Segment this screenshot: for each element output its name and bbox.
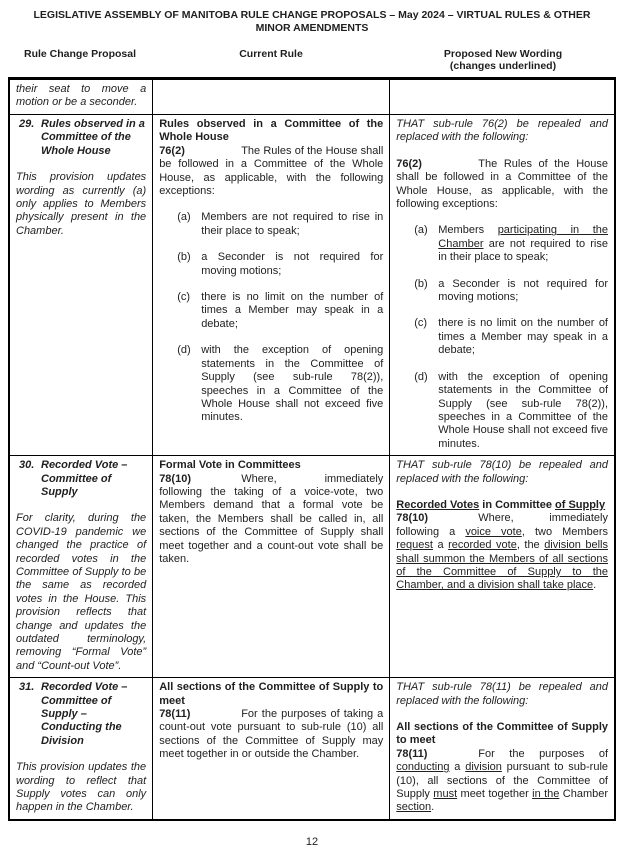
text-run: meet together xyxy=(457,788,533,801)
text-run: Recorded Vote – Committee of Supply xyxy=(41,459,128,498)
row-31-recorded-vote-conducting-the-division xyxy=(9,678,615,820)
text-run: Where, immediately following a xyxy=(396,512,608,538)
text-run: there is no limit on the number of times a Member may speak in a debate; xyxy=(201,291,384,330)
block-p xyxy=(396,681,608,708)
block-heading xyxy=(396,499,608,512)
rule-number: 76(2) xyxy=(159,144,185,157)
document-title-line2: MINOR AMENDMENTS xyxy=(255,22,369,34)
text-run: are not required to rise in their place to speak; xyxy=(438,237,608,264)
text-run: Members are not required to rise in their place to speak; xyxy=(201,211,384,237)
column-header-label: Current Rule xyxy=(239,48,303,60)
text-run: This provision updates wording as currently (a) only applies to Members physically present in the Chamber. xyxy=(16,171,147,237)
text-run: All sections of the Committee of Supply to meet xyxy=(396,721,608,747)
text-run: THAT sub-rule 78(10) be repealed and replaced with the following: xyxy=(396,459,608,485)
underlined-text: section xyxy=(396,801,432,814)
block-hang xyxy=(396,371,608,451)
underlined-text: request xyxy=(396,539,433,552)
block-p xyxy=(16,761,146,815)
item-label: (d) xyxy=(414,370,428,383)
item-label: (d) xyxy=(177,344,191,357)
column-header-label: Rule Change Proposal xyxy=(23,48,137,60)
text-run: with the exception of opening statements in the Committee of Supply (see sub-rule 78(2)), speeches in a Committee of the Whole House shall not exceed five minutes. xyxy=(201,344,384,424)
column-header-proposed-new-wording xyxy=(390,48,616,72)
item-label: (a) xyxy=(414,224,428,237)
block-p xyxy=(16,512,146,673)
item-label: (b) xyxy=(414,277,428,290)
block-hang xyxy=(159,344,383,424)
document-title xyxy=(0,9,624,35)
item-label: 29. xyxy=(19,118,35,130)
row-continuation-cell-1 xyxy=(153,79,390,115)
block-hang xyxy=(159,251,383,278)
row-29-rules-observed-committee-whole-house-cell-2 xyxy=(390,115,615,456)
block-rulep xyxy=(396,512,608,592)
text-run: This provision updates the wording to reflect that Supply votes can only happen in the Chamber. xyxy=(16,761,147,814)
text-run: Rules observed in a Committee of the Whole House xyxy=(159,118,384,144)
block-rulep xyxy=(396,158,608,212)
row-30-recorded-vote-committee-of-supply-cell-0 xyxy=(9,456,153,678)
text-run: a Seconder is not required for moving motions; xyxy=(438,277,608,304)
block-heading xyxy=(396,721,608,748)
text-run: , the xyxy=(516,539,545,552)
text-run: THAT sub-rule 76(2) be repealed and replaced with the following: xyxy=(396,118,608,144)
document-title-line1: LEGISLATIVE ASSEMBLY OF MANITOBA RULE CHANGE PROPOSALS – May 2024 – VIRTUAL RULES & OTHER xyxy=(33,9,591,21)
underlined-text: recorded vote xyxy=(448,539,517,552)
text-run: Chamber xyxy=(559,788,608,801)
page-number: 12 xyxy=(305,835,319,848)
rule-number: 78(10) xyxy=(159,472,191,485)
block-p xyxy=(396,118,608,145)
block-title xyxy=(16,681,146,748)
row-29-rules-observed-committee-whole-house xyxy=(9,115,615,456)
text-run: pursuant to sub-rule (10), all sections of the Committee of Supply xyxy=(396,761,609,801)
text-run: there is no limit on the number of times a Member may speak in a debate; xyxy=(438,317,608,357)
rule-number: 78(10) xyxy=(396,512,429,525)
block-hang xyxy=(396,224,608,264)
column-header-label: Proposed New Wording xyxy=(443,48,563,60)
text-run: Rules observed in a Committee of the Whole House xyxy=(41,118,145,157)
text-run: THAT sub-rule 78(11) be repealed and replaced with the following: xyxy=(396,681,608,707)
block-rulep xyxy=(159,708,383,762)
text-run: . xyxy=(593,579,597,592)
block-hang xyxy=(396,278,608,305)
column-headers xyxy=(8,48,616,72)
text-run: Members xyxy=(438,224,498,237)
text-run: The Rules of the House shall be followed in a Committee of the Whole House, as applicable, with the following exceptions: xyxy=(396,157,608,211)
block-hang xyxy=(159,291,383,331)
block-p xyxy=(16,83,146,110)
text-run: For the purposes of taking a count-out vote pursuant to sub-rule (10) all sections of the Committee of Supply may meet together in or outside the Chamber. xyxy=(159,708,384,761)
row-31-recorded-vote-conducting-the-division-cell-1 xyxy=(153,678,390,820)
row-30-recorded-vote-committee-of-supply xyxy=(9,456,615,678)
text-run: All sections of the Committee of Supply to meet xyxy=(159,681,384,707)
column-header-sublabel: (changes underlined) xyxy=(449,60,557,72)
item-label: (c) xyxy=(177,291,191,304)
text-run: Formal Vote in Committees xyxy=(159,459,301,472)
block-title xyxy=(16,459,146,499)
block-p xyxy=(396,459,608,486)
row-31-recorded-vote-conducting-the-division-cell-2 xyxy=(390,678,615,820)
text-run: a Seconder is not required for moving motions; xyxy=(201,251,384,277)
block-heading xyxy=(159,459,383,472)
underlined-text: voice vote xyxy=(465,525,522,538)
underlined-text: in the xyxy=(532,788,560,801)
rule-proposals-table-body xyxy=(9,79,615,820)
text-run: For clarity, during the COVID-19 pandemic we changed the practice of recorded votes in the Committee of Supply to be the same as recorded votes in the House. This provision reflects that change and updates the outdated terminology, removing “Formal Vote” and “Count-out Vote”. xyxy=(16,512,147,672)
row-30-recorded-vote-committee-of-supply-cell-2 xyxy=(390,456,615,678)
block-title xyxy=(16,118,146,158)
row-30-recorded-vote-committee-of-supply-cell-1 xyxy=(153,456,390,678)
item-label: (c) xyxy=(414,317,428,330)
underlined-text: of Supply xyxy=(555,498,606,511)
row-continuation-cell-2 xyxy=(390,79,615,115)
underlined-text: conducting xyxy=(396,761,450,774)
text-run: The Rules of the House shall be followed in a Committee of the Whole House, as applicable, with the following exceptions: xyxy=(159,144,384,198)
column-header-rule-change-proposal xyxy=(8,48,152,72)
underlined-text: must xyxy=(433,788,458,801)
block-p xyxy=(16,171,146,238)
block-hang xyxy=(159,211,383,238)
text-run: their seat to move a motion or be a seconder. xyxy=(16,83,147,109)
text-run: , two Members xyxy=(521,525,608,538)
text-run: For the purposes of xyxy=(478,747,608,760)
item-label: (b) xyxy=(177,251,191,264)
row-29-rules-observed-committee-whole-house-cell-1 xyxy=(153,115,390,456)
text-run: . xyxy=(431,801,435,814)
text-run: with the exception of opening statements in the Committee of Supply (see sub-rule 78(2)), speeches in a Committee of the Whole House shall not exceed five minutes. xyxy=(438,370,608,450)
underlined-text: Recorded Votes xyxy=(396,498,480,511)
text-run: in Committee xyxy=(479,498,555,511)
rule-number: 78(11) xyxy=(159,708,191,721)
block-rulep xyxy=(159,473,383,567)
underlined-text: division bells shall summon the Members of all sections of the Committee of Supply to the Chamber, and a division shall take place xyxy=(396,539,608,592)
text-run: Where, immediately following the taking of a voice-vote, two Members demand that a formal vote be taken, the Members shall be called in, all sections of the Committee of Supply shall meet together and a count-out vote shall be taken. xyxy=(159,472,384,565)
underlined-text: division xyxy=(465,761,502,774)
row-31-recorded-vote-conducting-the-division-cell-0 xyxy=(9,678,153,820)
block-rulep xyxy=(159,145,383,199)
underlined-text: participating in the Chamber xyxy=(438,224,608,250)
text-run: a xyxy=(449,761,466,774)
item-label: 30. xyxy=(19,459,35,472)
text-run: a xyxy=(432,539,449,552)
block-hang xyxy=(396,317,608,357)
column-header-current-rule xyxy=(152,48,390,72)
item-label: 31. xyxy=(19,681,35,694)
row-continuation-cell-0 xyxy=(9,79,153,115)
item-label: (a) xyxy=(177,211,191,224)
text-run: Recorded Vote – Committee of Supply – Conducting the Division xyxy=(41,681,128,747)
block-rulep xyxy=(396,748,608,815)
document-page xyxy=(0,9,624,848)
rule-proposals-table xyxy=(8,77,616,821)
rule-number: 78(11) xyxy=(396,747,428,760)
row-29-rules-observed-committee-whole-house-cell-0 xyxy=(9,115,153,456)
block-heading xyxy=(159,681,383,708)
rule-number: 76(2) xyxy=(396,157,422,170)
block-heading xyxy=(159,118,383,145)
row-continuation xyxy=(9,79,615,115)
